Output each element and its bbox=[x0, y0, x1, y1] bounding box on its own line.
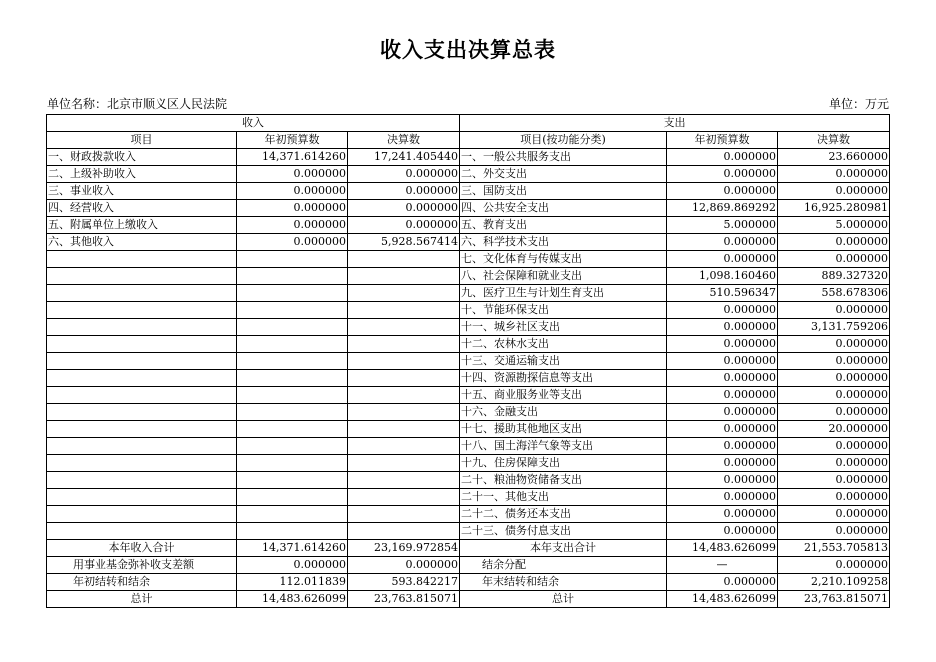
table-row bbox=[47, 370, 890, 387]
col-final2: 决算数 bbox=[778, 132, 890, 149]
income-final bbox=[348, 336, 460, 353]
expense-final: 0.000000 bbox=[778, 183, 890, 200]
income-budget bbox=[237, 319, 348, 336]
expense-item: 五、教育支出 bbox=[460, 217, 667, 234]
income-item: 一、财政拨款收入 bbox=[47, 149, 237, 166]
expense-budget: 0.000000 bbox=[667, 319, 778, 336]
table-row bbox=[47, 268, 890, 285]
expense-item: 十、节能环保支出 bbox=[460, 302, 667, 319]
expense-budget: 0.000000 bbox=[667, 404, 778, 421]
income-final bbox=[348, 268, 460, 285]
income-final: 0.000000 bbox=[348, 183, 460, 200]
summary-expense-final: 23,763.815071 bbox=[778, 591, 890, 608]
income-budget bbox=[237, 472, 348, 489]
expense-budget: 0.000000 bbox=[667, 506, 778, 523]
expense-item: 十七、援助其他地区支出 bbox=[460, 421, 667, 438]
expense-budget: 0.000000 bbox=[667, 234, 778, 251]
summary-expense-final: 21,553.705813 bbox=[778, 540, 890, 557]
expense-budget: 0.000000 bbox=[667, 438, 778, 455]
summary-income-item: 年初结转和结余 bbox=[47, 574, 237, 591]
income-item bbox=[47, 404, 237, 421]
table-row bbox=[47, 523, 890, 540]
summary-row bbox=[47, 591, 890, 608]
income-budget: 0.000000 bbox=[237, 200, 348, 217]
table-row bbox=[47, 183, 890, 200]
income-item: 四、经营收入 bbox=[47, 200, 237, 217]
income-budget bbox=[237, 353, 348, 370]
income-final bbox=[348, 251, 460, 268]
expense-final: 20.000000 bbox=[778, 421, 890, 438]
expense-final: 558.678306 bbox=[778, 285, 890, 302]
expense-final: 5.000000 bbox=[778, 217, 890, 234]
expense-budget: 12,869.869292 bbox=[667, 200, 778, 217]
income-item bbox=[47, 523, 237, 540]
expense-final: 0.000000 bbox=[778, 489, 890, 506]
income-final bbox=[348, 302, 460, 319]
table-row bbox=[47, 404, 890, 421]
summary-income-final: 593.842217 bbox=[348, 574, 460, 591]
summary-expense-budget: 0.000000 bbox=[667, 574, 778, 591]
income-budget bbox=[237, 285, 348, 302]
expense-final: 0.000000 bbox=[778, 523, 890, 540]
income-item bbox=[47, 319, 237, 336]
expense-budget: 0.000000 bbox=[667, 353, 778, 370]
income-budget bbox=[237, 387, 348, 404]
income-item: 六、其他收入 bbox=[47, 234, 237, 251]
income-final bbox=[348, 438, 460, 455]
expense-final: 0.000000 bbox=[778, 455, 890, 472]
summary-income-item: 本年收入合计 bbox=[47, 540, 237, 557]
table-row bbox=[47, 217, 890, 234]
income-item: 五、附属单位上缴收入 bbox=[47, 217, 237, 234]
income-final: 17,241.405440 bbox=[348, 149, 460, 166]
table-row bbox=[47, 387, 890, 404]
summary-row bbox=[47, 557, 890, 574]
summary-expense-final: 0.000000 bbox=[778, 557, 890, 574]
summary-expense-budget: 14,483.626099 bbox=[667, 540, 778, 557]
col-budget: 年初预算数 bbox=[237, 132, 348, 149]
expense-final: 0.000000 bbox=[778, 404, 890, 421]
expense-budget: 0.000000 bbox=[667, 421, 778, 438]
expense-item: 二、外交支出 bbox=[460, 166, 667, 183]
income-item bbox=[47, 387, 237, 404]
unit-name: 单位名称：北京市顺义区人民法院 bbox=[47, 97, 228, 111]
expense-item: 二十一、其他支出 bbox=[460, 489, 667, 506]
col-final: 决算数 bbox=[348, 132, 460, 149]
expense-item: 十八、国土海洋气象等支出 bbox=[460, 438, 667, 455]
income-final: 0.000000 bbox=[348, 200, 460, 217]
unit-label: 单位：万元 bbox=[828, 97, 889, 111]
table-row bbox=[47, 455, 890, 472]
income-item bbox=[47, 268, 237, 285]
expense-item: 十九、住房保障支出 bbox=[460, 455, 667, 472]
header-row-columns bbox=[47, 132, 890, 149]
expense-item: 四、公共安全支出 bbox=[460, 200, 667, 217]
income-item: 三、事业收入 bbox=[47, 183, 237, 200]
expense-budget: 1,098.160460 bbox=[667, 268, 778, 285]
table-row bbox=[47, 336, 890, 353]
income-item bbox=[47, 336, 237, 353]
summary-expense-item: 本年支出合计 bbox=[460, 540, 667, 557]
summary-income-final: 0.000000 bbox=[348, 557, 460, 574]
expense-item: 七、文化体育与传媒支出 bbox=[460, 251, 667, 268]
income-final bbox=[348, 387, 460, 404]
expense-item: 二十二、债务还本支出 bbox=[460, 506, 667, 523]
income-final bbox=[348, 404, 460, 421]
income-final: 0.000000 bbox=[348, 217, 460, 234]
expense-item: 六、科学技术支出 bbox=[460, 234, 667, 251]
income-item bbox=[47, 353, 237, 370]
table-row bbox=[47, 489, 890, 506]
table-row bbox=[47, 251, 890, 268]
income-budget: 0.000000 bbox=[237, 166, 348, 183]
income-final bbox=[348, 370, 460, 387]
income-item bbox=[47, 421, 237, 438]
summary-income-budget: 14,371.614260 bbox=[237, 540, 348, 557]
summary-income-final: 23,763.815071 bbox=[348, 591, 460, 608]
table-row bbox=[47, 302, 890, 319]
income-budget bbox=[237, 455, 348, 472]
expense-final: 0.000000 bbox=[778, 251, 890, 268]
income-final bbox=[348, 472, 460, 489]
table-row bbox=[47, 438, 890, 455]
summary-income-budget: 112.011839 bbox=[237, 574, 348, 591]
expense-budget: 0.000000 bbox=[667, 251, 778, 268]
expense-final: 0.000000 bbox=[778, 472, 890, 489]
income-budget bbox=[237, 336, 348, 353]
header-row-group bbox=[47, 115, 890, 132]
expense-budget: 0.000000 bbox=[667, 149, 778, 166]
income-final bbox=[348, 455, 460, 472]
summary-expense-item: 结余分配 bbox=[460, 557, 667, 574]
income-budget bbox=[237, 523, 348, 540]
expense-final: 23.660000 bbox=[778, 149, 890, 166]
expense-budget: 0.000000 bbox=[667, 370, 778, 387]
expense-budget: 510.596347 bbox=[667, 285, 778, 302]
expense-item: 十三、交通运输支出 bbox=[460, 353, 667, 370]
income-budget bbox=[237, 251, 348, 268]
income-budget: 0.000000 bbox=[237, 217, 348, 234]
expense-final: 0.000000 bbox=[778, 370, 890, 387]
summary-expense-budget: — bbox=[667, 557, 778, 574]
income-final bbox=[348, 421, 460, 438]
table-row bbox=[47, 285, 890, 302]
expense-final: 0.000000 bbox=[778, 166, 890, 183]
expense-final: 0.000000 bbox=[778, 387, 890, 404]
income-budget bbox=[237, 370, 348, 387]
report-title: 收入支出决算总表 bbox=[380, 38, 556, 62]
expense-budget: 5.000000 bbox=[667, 217, 778, 234]
expense-item: 十二、农林水支出 bbox=[460, 336, 667, 353]
expense-final: 0.000000 bbox=[778, 336, 890, 353]
expense-item: 八、社会保障和就业支出 bbox=[460, 268, 667, 285]
summary-expense-final: 2,210.109258 bbox=[778, 574, 890, 591]
expense-item: 九、医疗卫生与计划生育支出 bbox=[460, 285, 667, 302]
income-final bbox=[348, 506, 460, 523]
income-final bbox=[348, 285, 460, 302]
expense-item: 十六、金融支出 bbox=[460, 404, 667, 421]
expense-budget: 0.000000 bbox=[667, 489, 778, 506]
income-item: 二、上级补助收入 bbox=[47, 166, 237, 183]
table-row bbox=[47, 472, 890, 489]
table-row bbox=[47, 149, 890, 166]
expense-final: 0.000000 bbox=[778, 353, 890, 370]
expense-item: 十一、城乡社区支出 bbox=[460, 319, 667, 336]
expense-header: 支出 bbox=[460, 115, 890, 132]
income-budget bbox=[237, 438, 348, 455]
table-row bbox=[47, 234, 890, 251]
col-budget2: 年初预算数 bbox=[667, 132, 778, 149]
income-header: 收入 bbox=[47, 115, 460, 132]
table-row bbox=[47, 200, 890, 217]
expense-item: 二十、粮油物资储备支出 bbox=[460, 472, 667, 489]
summary-income-item: 用事业基金弥补收支差额 bbox=[47, 557, 237, 574]
col-item: 项目 bbox=[47, 132, 237, 149]
expense-final: 0.000000 bbox=[778, 438, 890, 455]
income-item bbox=[47, 302, 237, 319]
income-item bbox=[47, 489, 237, 506]
income-budget: 14,371.614260 bbox=[237, 149, 348, 166]
col-item-func: 项目(按功能分类) bbox=[460, 132, 667, 149]
summary-row bbox=[47, 574, 890, 591]
expense-final: 0.000000 bbox=[778, 302, 890, 319]
summary-row bbox=[47, 540, 890, 557]
income-item bbox=[47, 438, 237, 455]
expense-item: 十四、资源勘探信息等支出 bbox=[460, 370, 667, 387]
summary-income-final: 23,169.972854 bbox=[348, 540, 460, 557]
income-final bbox=[348, 353, 460, 370]
summary-income-item: 总计 bbox=[47, 591, 237, 608]
expense-budget: 0.000000 bbox=[667, 523, 778, 540]
expense-budget: 0.000000 bbox=[667, 166, 778, 183]
expense-budget: 0.000000 bbox=[667, 472, 778, 489]
expense-item: 二十三、债务付息支出 bbox=[460, 523, 667, 540]
summary-income-budget: 0.000000 bbox=[237, 557, 348, 574]
table-row bbox=[47, 166, 890, 183]
income-budget bbox=[237, 268, 348, 285]
income-budget bbox=[237, 421, 348, 438]
expense-final: 16,925.280981 bbox=[778, 200, 890, 217]
table-row bbox=[47, 506, 890, 523]
income-item bbox=[47, 251, 237, 268]
expense-item: 三、国防支出 bbox=[460, 183, 667, 200]
income-item bbox=[47, 285, 237, 302]
table-row bbox=[47, 353, 890, 370]
expense-item: 十五、商业服务业等支出 bbox=[460, 387, 667, 404]
summary-expense-budget: 14,483.626099 bbox=[667, 591, 778, 608]
expense-final: 0.000000 bbox=[778, 506, 890, 523]
table-row bbox=[47, 319, 890, 336]
income-final bbox=[348, 489, 460, 506]
income-final bbox=[348, 523, 460, 540]
expense-budget: 0.000000 bbox=[667, 387, 778, 404]
income-item bbox=[47, 455, 237, 472]
summary-expense-item: 年末结转和结余 bbox=[460, 574, 667, 591]
income-budget: 0.000000 bbox=[237, 234, 348, 251]
income-budget bbox=[237, 404, 348, 421]
income-final: 0.000000 bbox=[348, 166, 460, 183]
income-final bbox=[348, 319, 460, 336]
income-final: 5,928.567414 bbox=[348, 234, 460, 251]
expense-budget: 0.000000 bbox=[667, 455, 778, 472]
income-item bbox=[47, 506, 237, 523]
budget-table bbox=[46, 114, 890, 608]
expense-budget: 0.000000 bbox=[667, 336, 778, 353]
income-budget bbox=[237, 302, 348, 319]
income-budget: 0.000000 bbox=[237, 183, 348, 200]
summary-income-budget: 14,483.626099 bbox=[237, 591, 348, 608]
summary-expense-item: 总计 bbox=[460, 591, 667, 608]
income-item bbox=[47, 472, 237, 489]
expense-item: 一、一般公共服务支出 bbox=[460, 149, 667, 166]
table-row bbox=[47, 421, 890, 438]
expense-final: 0.000000 bbox=[778, 234, 890, 251]
expense-budget: 0.000000 bbox=[667, 302, 778, 319]
expense-budget: 0.000000 bbox=[667, 183, 778, 200]
expense-final: 3,131.759206 bbox=[778, 319, 890, 336]
expense-final: 889.327320 bbox=[778, 268, 890, 285]
income-item bbox=[47, 370, 237, 387]
income-budget bbox=[237, 506, 348, 523]
income-budget bbox=[237, 489, 348, 506]
